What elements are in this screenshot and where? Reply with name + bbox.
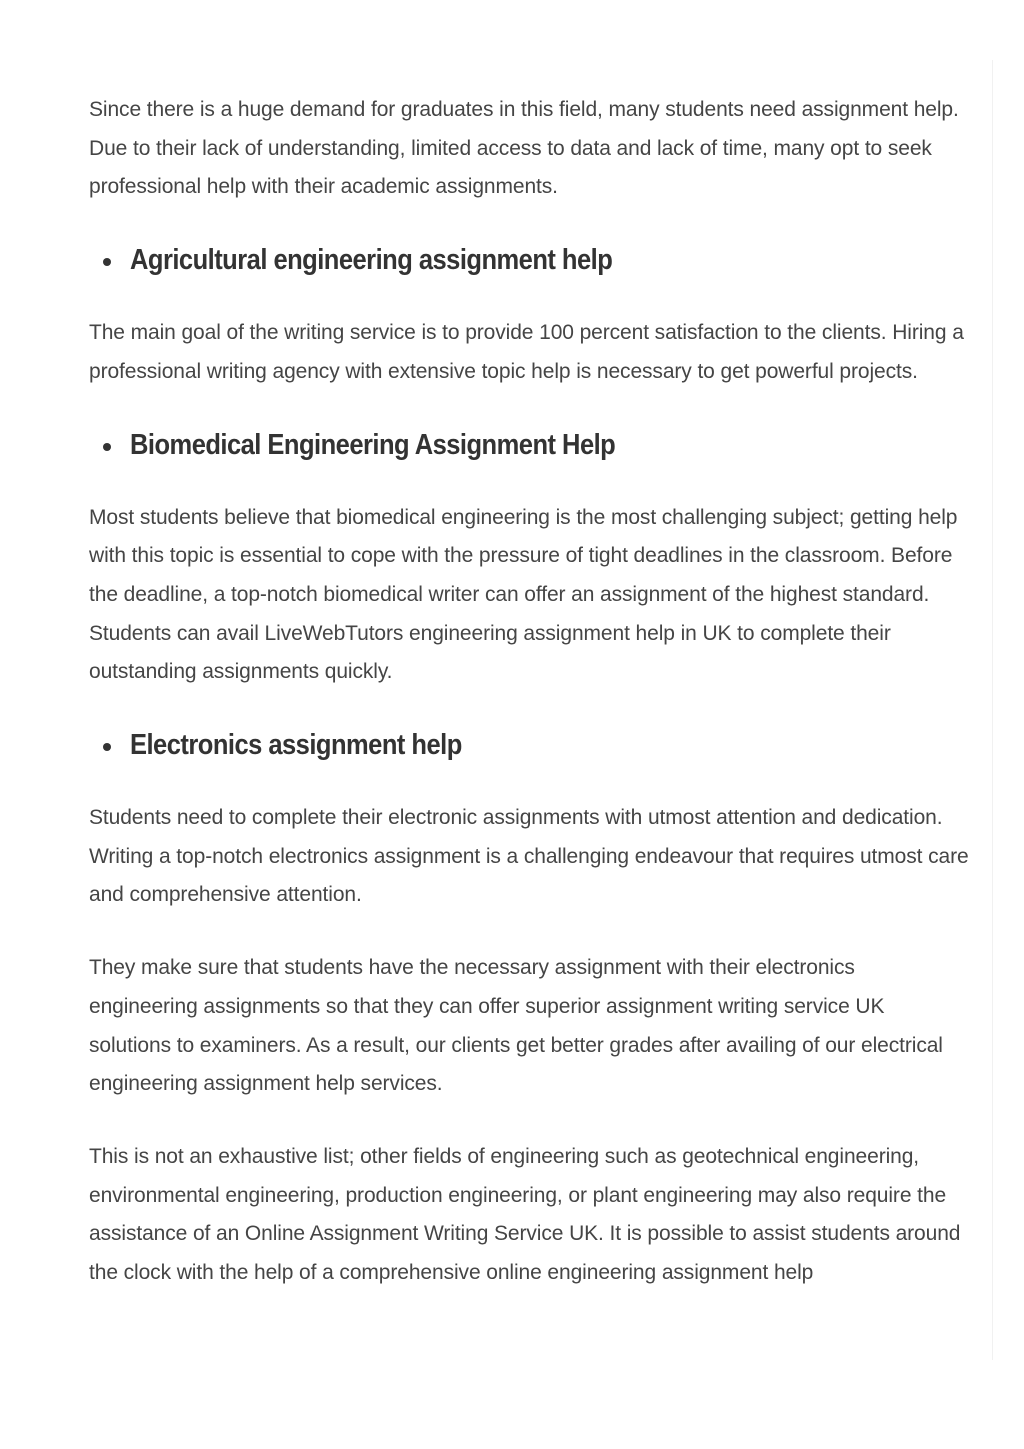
- page-edge-divider: [992, 60, 993, 1360]
- article-content: [89, 91, 969, 1293]
- section-list-electronics: [89, 725, 969, 765]
- section-list-biomedical: [89, 425, 969, 465]
- electronics-paragraph-1: Students need to complete their electronic assignments with utmost attention and dedication. Writing a top-notch electronics assignment is a challenging endeavour that requires utmost care and comprehensive attention.: [89, 806, 969, 907]
- electronics-paragraph-3: This is not an exhaustive list; other fields of engineering such as geotechnical engineering, environmental engineering, production engineering, or plant engineering may also require the assistance of an Online Assignment Writing Service UK. It is possible to assist students around the clock with the help of a comprehensive online engineering assignment help: [89, 1144, 961, 1285]
- intro-paragraph: Since there is a huge demand for graduates in this field, many students need assignment help. Due to their lack of understanding, limited access to data and lack of time, many opt to seek professional help with their academic assignments.: [89, 98, 959, 199]
- section-heading-item: [89, 425, 969, 465]
- electronics-paragraph-2: They make sure that students have the necessary assignment with their electronics engineering assignments so that they can offer superior assignment writing service UK solutions to examiners. As a result, our clients get better grades after availing of our electrical engineering assignment help services.: [89, 956, 943, 1096]
- bullet-icon: [103, 443, 111, 451]
- section-heading-agricultural: Agricultural engineering assignment help: [130, 244, 613, 277]
- biomedical-paragraph: Most students believe that biomedical engineering is the most challenging subject; getting help with this topic is essential to cope with the pressure of tight deadlines in the classroom. Before the deadline, a top-notch biomedical writer can offer an assignment of the highest standard. Students can avail LiveWebTutors engineering assignment help in UK to complete their outstanding assignments quickly.: [89, 505, 958, 684]
- section-heading-item: [89, 725, 969, 765]
- agricultural-paragraph: The main goal of the writing service is to provide 100 percent satisfaction to the clients. Hiring a professional writing agency with extensive topic help is necessary to get powerful projects.: [89, 321, 964, 383]
- bullet-icon: [103, 258, 111, 266]
- section-heading-item: [89, 240, 969, 280]
- bullet-icon: [103, 743, 111, 751]
- section-heading-biomedical: Biomedical Engineering Assignment Help: [130, 428, 616, 461]
- section-heading-electronics: Electronics assignment help: [130, 729, 462, 762]
- section-list-agricultural: [89, 240, 969, 280]
